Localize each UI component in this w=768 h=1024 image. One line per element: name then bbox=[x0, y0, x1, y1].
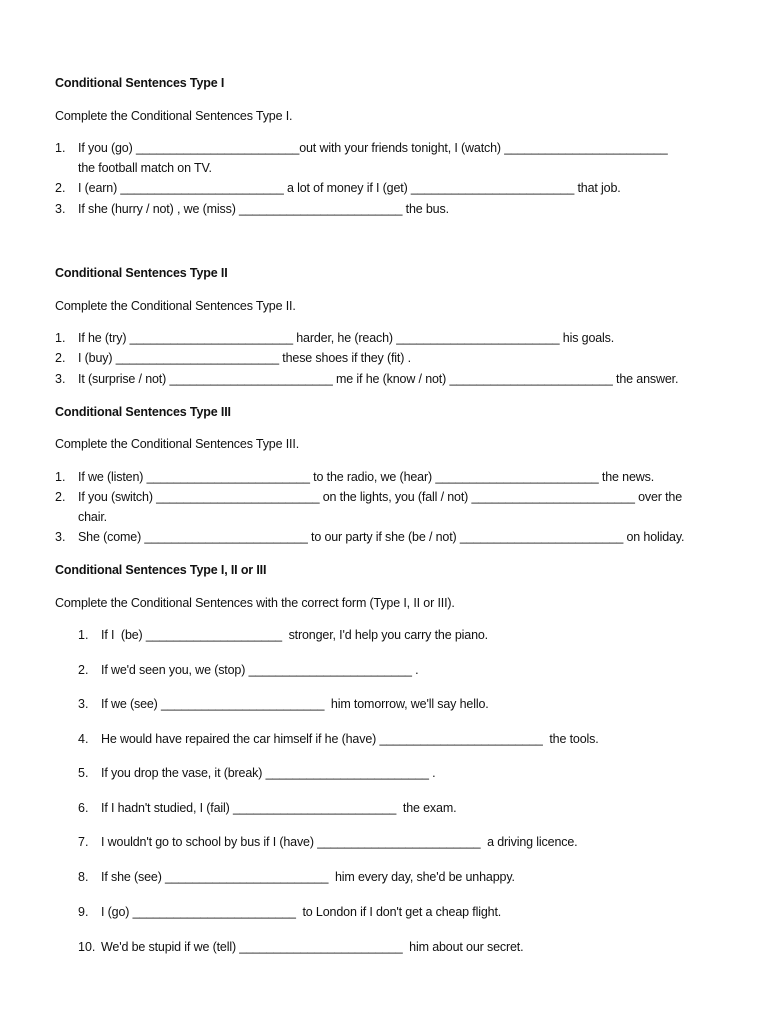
section-heading-type-1: Conditional Sentences Type I bbox=[55, 76, 225, 90]
exercise-sentence: If you (go) ________________________out with your friends tonight, I (watch) ________________________ bbox=[78, 141, 668, 155]
item-number: 1. bbox=[55, 141, 66, 155]
exercise-sentence-continuation: the football match on TV. bbox=[78, 161, 212, 175]
item-number: 3. bbox=[55, 372, 66, 386]
exercise-sentence: If you (switch) ________________________ on the lights, you (fall / not) ________________________ over the bbox=[78, 490, 683, 504]
item-number: 2. bbox=[55, 351, 66, 365]
item-number: 3. bbox=[78, 697, 89, 711]
exercise-sentence: If you drop the vase, it (break) ________________________ . bbox=[101, 766, 436, 780]
exercise-sentence: He would have repaired the car himself if he (have) ________________________ the tools. bbox=[101, 732, 599, 746]
item-number: 6. bbox=[78, 801, 89, 815]
exercise-sentence: If I hadn't studied, I (fail) ________________________ the exam. bbox=[101, 801, 457, 815]
item-number: 3. bbox=[55, 202, 66, 216]
exercise-sentence: If we'd seen you, we (stop) ________________________ . bbox=[101, 663, 419, 677]
item-number: 10. bbox=[78, 940, 96, 954]
section-heading-type-3: Conditional Sentences Type III bbox=[55, 405, 231, 419]
exercise-sentence: I (buy) ________________________ these shoes if they (fit) . bbox=[78, 351, 411, 365]
item-number: 2. bbox=[55, 181, 66, 195]
section-heading-mixed: Conditional Sentences Type I, II or III bbox=[55, 563, 267, 577]
exercise-sentence: We'd be stupid if we (tell) ________________________ him about our secret. bbox=[101, 940, 524, 954]
exercise-sentence: If she (see) ________________________ him every day, she'd be unhappy. bbox=[101, 870, 515, 884]
item-number: 1. bbox=[55, 331, 66, 345]
item-number: 3. bbox=[55, 530, 66, 544]
section-heading-type-2: Conditional Sentences Type II bbox=[55, 266, 228, 280]
item-number: 9. bbox=[78, 905, 89, 919]
item-number: 8. bbox=[78, 870, 89, 884]
item-number: 4. bbox=[78, 732, 89, 746]
exercise-sentence: If I (be) ____________________ stronger, I'd help you carry the piano. bbox=[101, 628, 489, 642]
exercise-sentence: If he (try) ________________________ harder, he (reach) ________________________ his goals. bbox=[78, 331, 615, 345]
exercise-sentence: If she (hurry / not) , we (miss) ________________________ the bus. bbox=[78, 202, 449, 216]
item-number: 5. bbox=[78, 766, 89, 780]
exercise-sentence: She (come) ________________________ to our party if she (be / not) ________________________ on holiday. bbox=[78, 530, 685, 544]
exercise-sentence: I (earn) ________________________ a lot of money if I (get) ________________________ that job. bbox=[78, 181, 621, 195]
item-number: 2. bbox=[78, 663, 89, 677]
exercise-sentence: I (go) ________________________ to London if I don't get a cheap flight. bbox=[101, 905, 502, 919]
section-instruction-type-1: Complete the Conditional Sentences Type I. bbox=[55, 109, 293, 123]
section-instruction-type-2: Complete the Conditional Sentences Type II. bbox=[55, 299, 296, 313]
exercise-sentence: It (surprise / not) ________________________ me if he (know / not) ________________________ the answer. bbox=[78, 372, 679, 386]
exercise-sentence: If we (see) ________________________ him tomorrow, we'll say hello. bbox=[101, 697, 489, 711]
item-number: 1. bbox=[78, 628, 89, 642]
exercise-sentence: I wouldn't go to school by bus if I (have) ________________________ a driving licence. bbox=[101, 835, 578, 849]
section-instruction-type-3: Complete the Conditional Sentences Type III. bbox=[55, 437, 300, 451]
item-number: 1. bbox=[55, 470, 66, 484]
exercise-sentence: If we (listen) ________________________ to the radio, we (hear) ________________________ the news. bbox=[78, 470, 655, 484]
item-number: 7. bbox=[78, 835, 89, 849]
exercise-sentence-continuation: chair. bbox=[78, 510, 107, 524]
section-instruction-mixed: Complete the Conditional Sentences with the correct form (Type I, II or III). bbox=[55, 596, 455, 610]
item-number: 2. bbox=[55, 490, 66, 504]
